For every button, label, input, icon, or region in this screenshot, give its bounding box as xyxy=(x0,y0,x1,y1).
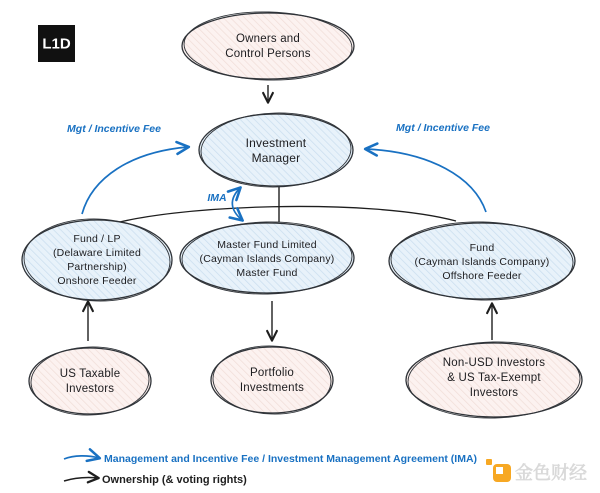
svg-text:Fund / LP: Fund / LP xyxy=(73,233,121,245)
svg-text:US Taxable: US Taxable xyxy=(59,368,121,380)
legend-fee-text: Management and Incentive Fee / Investment Management Agreement (IMA) xyxy=(104,453,478,465)
svg-text:(Delaware Limited: (Delaware Limited xyxy=(52,247,142,259)
watermark-text: 金色财经 xyxy=(515,463,587,483)
node-non-usd-investors xyxy=(406,340,582,420)
node-onshore-feeder xyxy=(22,216,172,303)
fee-label-right: Mgt / Incentive Fee xyxy=(396,122,490,134)
svg-text:Investment: Investment xyxy=(245,136,307,150)
node-owners-control-persons xyxy=(182,10,354,82)
svg-text:Investments: Investments xyxy=(239,382,305,394)
svg-text:Non-USD Investors: Non-USD Investors xyxy=(442,357,546,369)
svg-text:Offshore Feeder: Offshore Feeder xyxy=(442,270,522,282)
ima-label: IMA xyxy=(207,192,227,204)
svg-text:Control Persons: Control Persons xyxy=(225,48,311,60)
node-offshore-feeder xyxy=(389,220,575,302)
svg-text:Master Fund: Master Fund xyxy=(236,267,298,279)
watermark-icon xyxy=(486,459,492,465)
svg-text:& US Tax-Exempt: & US Tax-Exempt xyxy=(447,372,541,384)
svg-text:Manager: Manager xyxy=(251,151,301,165)
legend-ownership-text: Ownership (& voting rights) xyxy=(102,474,247,486)
node-portfolio-investments xyxy=(211,344,333,416)
legend-fee-arrow xyxy=(64,456,99,459)
svg-text:Fund: Fund xyxy=(469,242,495,254)
arrow-ima xyxy=(232,188,242,220)
svg-text:Partnership): Partnership) xyxy=(67,261,127,273)
svg-text:Onshore Feeder: Onshore Feeder xyxy=(57,275,137,287)
l1d-logo-text: L1D xyxy=(42,35,71,53)
arrow-fee-right xyxy=(366,149,486,212)
l1d-logo xyxy=(38,25,75,62)
svg-text:(Cayman Islands Company): (Cayman Islands Company) xyxy=(414,256,550,268)
node-master-fund xyxy=(180,220,354,296)
node-investment-manager xyxy=(199,111,353,189)
svg-text:Investors: Investors xyxy=(469,387,519,399)
svg-text:Investors: Investors xyxy=(65,383,115,395)
arrow-fee-left xyxy=(82,147,188,214)
svg-text:(Cayman Islands Company): (Cayman Islands Company) xyxy=(199,253,335,265)
watermark xyxy=(486,459,587,483)
fee-label-left: Mgt / Incentive Fee xyxy=(67,123,161,135)
svg-text:Portfolio: Portfolio xyxy=(250,367,294,379)
node-us-taxable-investors xyxy=(29,345,151,417)
svg-text:Master Fund Limited: Master Fund Limited xyxy=(217,239,317,251)
legend-ownership-arrow xyxy=(64,478,98,481)
watermark-icon-notch xyxy=(496,467,503,474)
legend xyxy=(64,453,477,486)
svg-text:Owners and: Owners and xyxy=(235,33,301,45)
